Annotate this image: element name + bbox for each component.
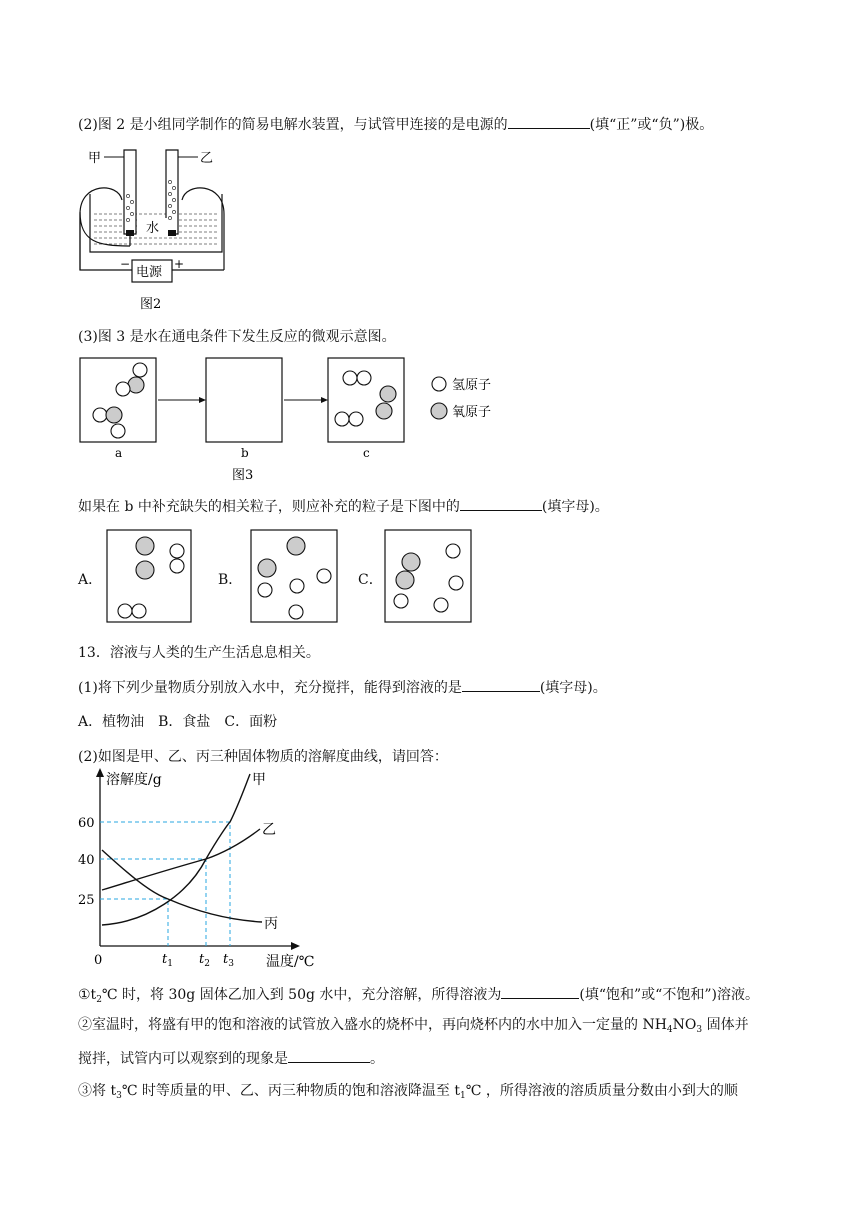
tube-b-label: 乙 xyxy=(200,151,214,166)
answer-blank-s1[interactable] xyxy=(501,984,579,999)
origin-label: 0 xyxy=(94,953,103,968)
option-b-box[interactable] xyxy=(250,529,340,625)
question-13-line: 13．溶液与人类的生产生活息息相关。 xyxy=(78,645,320,661)
water-label: 水 xyxy=(146,221,160,236)
power-supply-label: 电源 xyxy=(136,265,163,280)
subq2-text-c: 固体并 xyxy=(702,1017,749,1033)
label-c: c xyxy=(363,446,370,460)
oxygen-atom-legend-icon xyxy=(431,403,447,419)
x-tick-t3-t: t xyxy=(223,952,229,967)
hydrogen-atom-legend-icon xyxy=(432,377,446,391)
answer-blank-3[interactable] xyxy=(460,496,542,511)
subq2-text-d: 搅拌，试管内可以观察到的现象是 xyxy=(78,1051,288,1067)
x-tick-t3 xyxy=(223,952,234,969)
subq1-text-a: ①t xyxy=(78,987,97,1003)
x-axis-label: 温度/℃ xyxy=(266,954,315,970)
option-c-box[interactable] xyxy=(384,529,474,625)
y-axis-label: 溶解度/g xyxy=(106,772,162,788)
x-tick-t2-sub: 2 xyxy=(204,959,210,969)
question-2-prefix: (2)图 2 是小组同学制作的简易电解水装置，与试管甲连接的是电源的 xyxy=(78,117,508,133)
question-2-suffix: (填“正”或“负”)极。 xyxy=(589,117,714,133)
option-a-box[interactable] xyxy=(106,529,194,625)
minus-sign: − xyxy=(120,257,131,271)
figure-3-caption: 图3 xyxy=(232,468,254,483)
legend-hydrogen: 氢原子 xyxy=(452,378,492,393)
label-a: a xyxy=(115,446,123,460)
subquestion-3-line xyxy=(78,1080,738,1101)
tube-a-label: 甲 xyxy=(88,151,102,166)
subq2-text-e: 。 xyxy=(370,1051,384,1067)
figure-2-electrolysis-apparatus xyxy=(78,142,238,314)
answer-blank-2[interactable] xyxy=(508,114,590,129)
series-label-bing: 丙 xyxy=(264,916,278,932)
question-13-1-suffix: (填字母)。 xyxy=(539,680,607,696)
question-13-1-prefix: (1)将下列少量物质分别放入水中，充分搅拌，能得到溶液的是 xyxy=(78,680,462,696)
x-tick-t2-t: t xyxy=(199,952,205,967)
curve-bing xyxy=(102,850,262,922)
x-tick-t3-sub: 3 xyxy=(228,959,234,969)
option-b-label: B． xyxy=(218,572,243,588)
series-label-yi: 乙 xyxy=(262,822,276,838)
question-13-2-line: (2)如图是甲、乙、丙三种固体物质的溶解度曲线，请回答： xyxy=(78,749,448,765)
y-tick-40: 40 xyxy=(78,853,95,868)
x-tick-t1-sub: 1 xyxy=(167,959,173,969)
option-a-label: A． xyxy=(78,572,103,588)
solubility-curve-chart xyxy=(78,764,338,976)
figure-3-microscopic-diagram xyxy=(78,354,508,484)
subq3-sub-1: 1 xyxy=(460,1091,466,1101)
question-13-1-line xyxy=(78,677,607,697)
question-3b-prefix: 如果在 b 中补充缺失的相关粒子，则应补充的粒子是下图中的 xyxy=(78,499,460,515)
subq3-text-b: ℃ 时等质量的甲、乙、丙三种物质的饱和溶液降温至 t xyxy=(121,1083,460,1099)
y-tick-25: 25 xyxy=(78,893,95,908)
legend-oxygen: 氧原子 xyxy=(452,405,492,420)
subquestion-2-line-1 xyxy=(78,1014,749,1035)
subq2-text-a: ②室温时，将盛有甲的饱和溶液的试管放入盛水的烧杯中，再向烧杯内的水中加入一定量的 NH xyxy=(78,1017,667,1033)
plus-sign: + xyxy=(174,257,185,271)
answer-blank-s2[interactable] xyxy=(288,1048,370,1063)
question-13-1-options: A．植物油 B．食盐 C．面粉 xyxy=(78,714,278,730)
y-tick-60: 60 xyxy=(78,816,95,831)
subq1-text-c: (填“饱和”或“不饱和”)溶液。 xyxy=(579,987,759,1003)
subquestion-2-line-2 xyxy=(78,1048,384,1068)
answer-blank-13-1[interactable] xyxy=(462,677,540,692)
box-b xyxy=(206,358,282,442)
label-b: b xyxy=(241,446,249,460)
x-tick-t2 xyxy=(199,952,210,969)
subq3-text-a: ③将 t xyxy=(78,1083,117,1099)
question-3-line: (3)图 3 是水在通电条件下发生反应的微观示意图。 xyxy=(78,329,396,345)
x-tick-t1-t: t xyxy=(162,952,168,967)
x-tick-t1 xyxy=(162,952,173,969)
subq1-text-b: ℃ 时，将 30g 固体乙加入到 50g 水中，充分溶解，所得溶液为 xyxy=(101,987,502,1003)
question-3b-suffix: (填字母)。 xyxy=(541,499,609,515)
subq2-text-b: NO xyxy=(672,1017,697,1033)
subq1-sub: 2 xyxy=(96,995,102,1005)
subquestion-1-line xyxy=(78,984,759,1005)
option-c-label: C． xyxy=(358,572,383,588)
subq3-text-c: ℃ ，所得溶液的溶质质量分数由小到大的顺 xyxy=(465,1083,738,1099)
figure-2-caption: 图2 xyxy=(140,297,162,312)
question-2-line xyxy=(78,114,713,134)
series-label-jia: 甲 xyxy=(252,772,266,788)
subq3-sub-3: 3 xyxy=(116,1091,122,1101)
subq2-sub-4: 4 xyxy=(666,1025,673,1035)
question-3b-line xyxy=(78,496,609,516)
subq2-sub-3: 3 xyxy=(696,1025,703,1035)
